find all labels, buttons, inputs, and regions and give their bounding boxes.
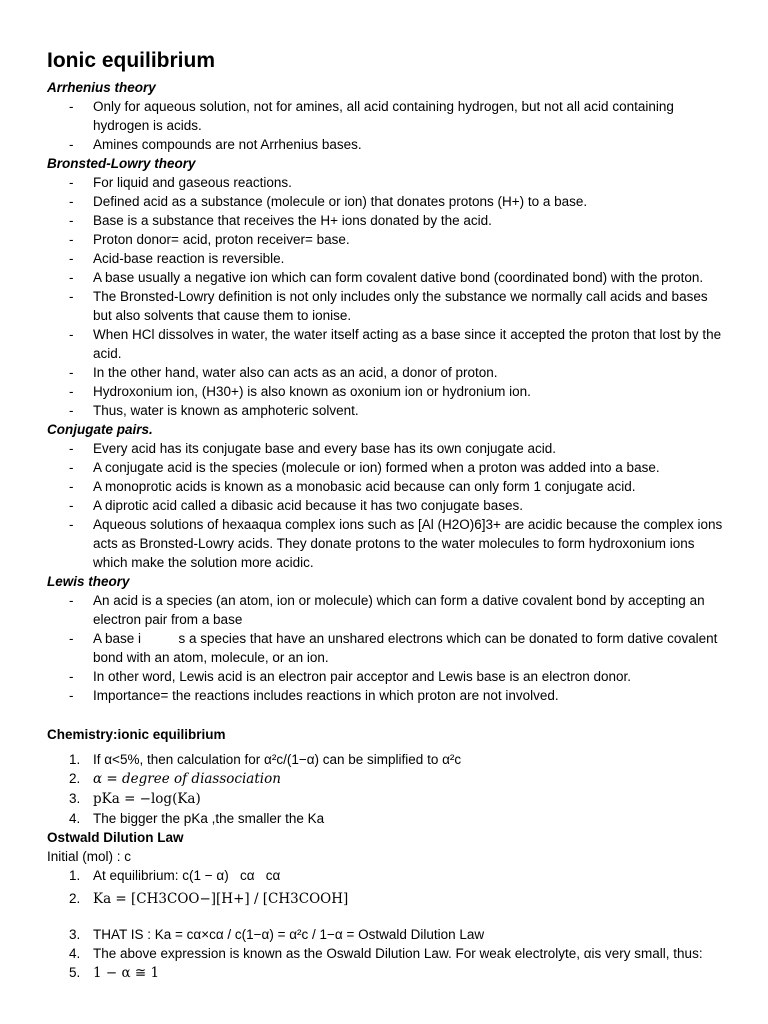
- list-item: 4. The bigger the pKa ,the smaller the Ka: [69, 811, 325, 826]
- list-item: - Base is a substance that receives the H+ ions donated by the acid.: [69, 213, 492, 228]
- section-heading-conjugate: Conjugate pairs.: [47, 422, 153, 437]
- list-item: - Acid-base reaction is reversible.: [69, 251, 285, 266]
- section-heading-bronsted: Bronsted-Lowry theory: [47, 156, 196, 171]
- list-item: 1. If α<5%, then calculation for α²c/(1−α) can be simplified to α²c: [69, 752, 462, 767]
- arrhenius-list: [47, 97, 727, 154]
- lewis-list: [47, 591, 727, 705]
- list-item: - In other word, Lewis acid is an electron pair acceptor and Lewis base is an electron donor.: [69, 669, 632, 684]
- list-item: - Importance= the reactions includes reactions in which proton are not involved.: [69, 688, 559, 703]
- list-item: - Thus, water is known as amphoteric solvent.: [69, 403, 359, 418]
- subheading-ostwald: Ostwald Dilution Law: [47, 830, 184, 845]
- list-item: - A conjugate acid is the species (molecule or ion) formed when a proton was added into a base.: [69, 460, 660, 475]
- list-item: - Hydroxonium ion, (H30+) is also known as oxonium ion or hydronium ion.: [69, 384, 531, 399]
- list-item: - A diprotic acid called a dibasic acid because it has two conjugate bases.: [69, 498, 524, 513]
- list-item: 2. Ka = [CH3COO−][H+] / [CH3COOH]: [69, 891, 349, 907]
- chemistry-list: [47, 750, 727, 828]
- subheading-chemistry: Chemistry:ionic equilibrium: [47, 727, 226, 742]
- ionic-equilibrium-notes: [47, 725, 727, 983]
- list-item: - A monoprotic acids is known as a monobasic acid because can only form 1 conjugate acid.: [69, 479, 636, 494]
- page-title: Ionic equilibrium: [47, 49, 216, 72]
- list-item: - In the other hand, water also can acts as an acid, a donor of proton.: [69, 365, 498, 380]
- list-item: - For liquid and gaseous reactions.: [69, 175, 292, 190]
- ostwald-list: [47, 866, 727, 983]
- list-item: - Only for aqueous solution, not for amines, all acid containing hydrogen, but not all acid containing hydrogen is acids.: [69, 99, 674, 133]
- conjugate-list: [47, 439, 727, 572]
- list-item: - Proton donor= acid, proton receiver= base.: [69, 232, 350, 247]
- list-item: - An acid is a species (an atom, ion or molecule) which can form a dative covalent bond by accepting an electron pair from a base: [69, 593, 705, 627]
- list-item: 4. The above expression is known as the Oswald Dilution Law. For weak electrolyte, αis very small, thus:: [69, 946, 703, 961]
- list-item: - Aqueous solutions of hexaaqua complex ions such as [Al (H2O)6]3+ are acidic because the complex ions acts as Bronsted-Lowry acids. They donate protons to the water molecules to form hydroxonium ions which make the solution more acidic.: [69, 517, 723, 570]
- list-item: 5. 1 − α ≅ 1: [69, 965, 160, 981]
- section-heading-lewis: Lewis theory: [47, 574, 130, 589]
- document-page: [47, 48, 727, 983]
- list-item: - Defined acid as a substance (molecule or ion) that donates protons (H+) to a base.: [69, 194, 588, 209]
- bronsted-list: [47, 173, 727, 420]
- list-item: 3. THAT IS : Ka = cα×cα / c(1−α) = α²c / 1−α = Ostwald Dilution Law: [69, 927, 485, 942]
- section-heading-arrhenius: Arrhenius theory: [47, 80, 156, 95]
- list-item: - Every acid has its conjugate base and every base has its own conjugate acid.: [69, 441, 557, 456]
- list-item: - A base i s a species that have an unshared electrons which can be donated to form dative covalent bond with an atom, molecule, or an ion.: [69, 631, 722, 665]
- list-item: 3. pKa = −log(Ka): [69, 791, 201, 807]
- list-item: 2. α = degree of diassociation: [69, 771, 281, 787]
- list-item: - The Bronsted-Lowry definition is not only includes only the substance we normally call acids and bases but also solvents that cause them to ionise.: [69, 289, 708, 323]
- list-item: - Amines compounds are not Arrhenius bases.: [69, 137, 362, 152]
- list-item: - A base usually a negative ion which can form covalent dative bond (coordinated bond) with the proton.: [69, 270, 704, 285]
- list-item: - When HCl dissolves in water, the water itself acting as a base since it accepted the proton that lost by the acid.: [69, 327, 722, 361]
- list-item: 1. At equilibrium: c(1 − α) cα cα: [69, 868, 281, 883]
- initial-line: Initial (mol) : c: [47, 849, 132, 864]
